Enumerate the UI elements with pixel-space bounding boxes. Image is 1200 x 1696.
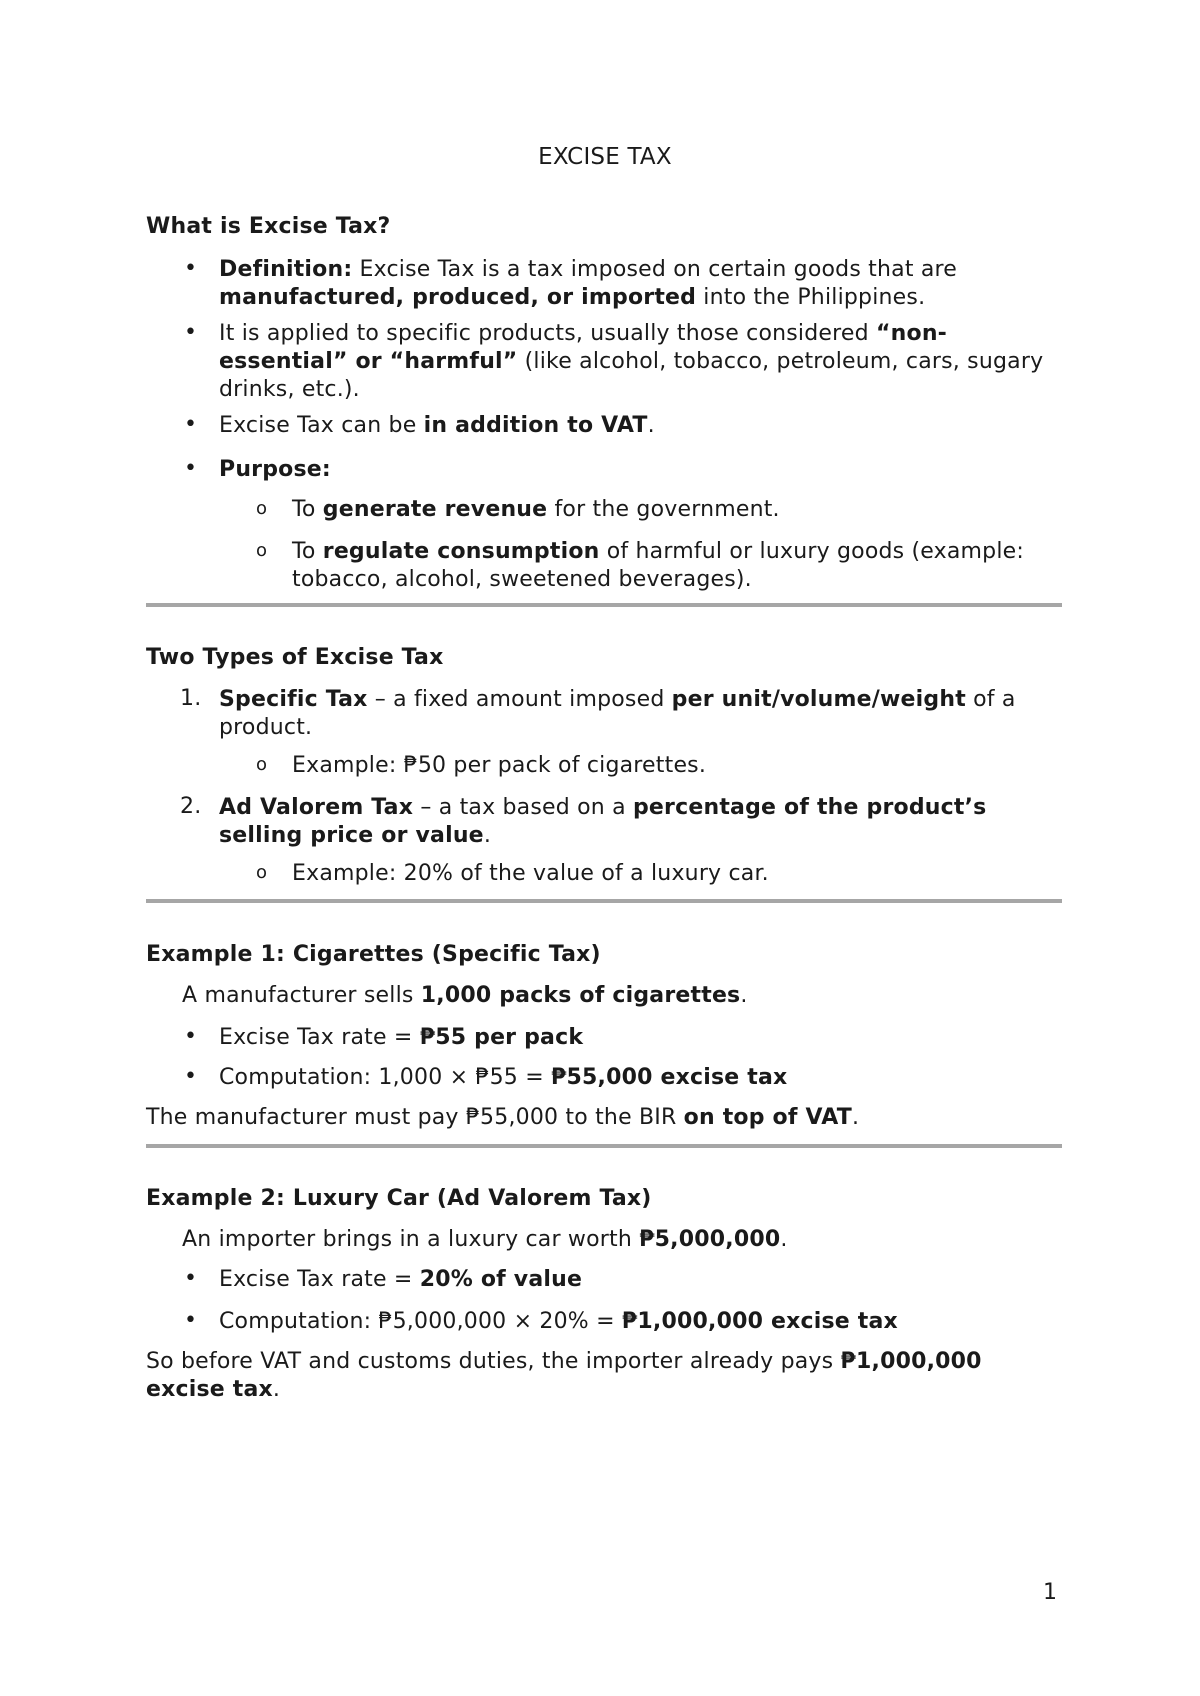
bullet-text: Excise Tax can be in addition to VAT.: [219, 413, 655, 438]
numbered-item-text: Ad Valorem Tax – a tax based on a percentage of the product’s selling price or value.: [219, 795, 987, 848]
example-2-rate: Excise Tax rate = 20% of value: [219, 1267, 583, 1292]
example-2-intro: An importer brings in a luxury car worth ₱5,000,000.: [182, 1227, 788, 1252]
example-1-heading: Example 1: Cigarettes (Specific Tax): [146, 942, 601, 967]
example-text: Example: 20% of the value of a luxury car.: [292, 861, 769, 886]
bullet-text: Purpose:: [219, 457, 331, 482]
numbered-item-text: Specific Tax – a fixed amount imposed per unit/volume/weight of a product.: [219, 687, 1016, 740]
sub-bullet-text: To generate revenue for the government.: [292, 497, 780, 522]
horizontal-divider: [146, 603, 1062, 607]
example-1-conclusion: The manufacturer must pay ₱55,000 to the BIR on top of VAT.: [146, 1105, 860, 1130]
example-1-rate: Excise Tax rate = ₱55 per pack: [219, 1025, 584, 1050]
bullet-icon: •: [184, 1266, 198, 1291]
sub-bullet-icon: o: [256, 498, 268, 519]
sub-bullet-text: To regulate consumption of harmful or luxury goods (example: tobacco, alcohol, sweetened beverages).: [292, 539, 1024, 592]
page-number: 1: [1043, 1580, 1058, 1605]
bullet-icon: •: [184, 412, 198, 437]
horizontal-divider: [146, 899, 1062, 903]
section-heading-two-types: Two Types of Excise Tax: [146, 645, 444, 670]
bullet-icon: •: [184, 1024, 198, 1049]
example-1-computation: Computation: 1,000 × ₱55 = ₱55,000 excise tax: [219, 1065, 788, 1090]
bullet-text: Definition: Excise Tax is a tax imposed on certain goods that are manufactured, produced, or imported into the Philippines.: [219, 257, 958, 310]
bullet-icon: •: [184, 1308, 198, 1333]
example-2-computation: Computation: ₱5,000,000 × 20% = ₱1,000,000 excise tax: [219, 1309, 898, 1334]
bullet-icon: •: [184, 256, 198, 281]
example-1-intro: A manufacturer sells 1,000 packs of cigarettes.: [182, 983, 748, 1008]
item-number: 2.: [180, 794, 202, 819]
example-2-conclusion: So before VAT and customs duties, the importer already pays ₱1,000,000 excise tax.: [146, 1349, 982, 1402]
item-number: 1.: [180, 686, 202, 711]
example-text: Example: ₱50 per pack of cigarettes.: [292, 753, 707, 778]
bullet-icon: •: [184, 456, 198, 481]
sub-bullet-icon: o: [256, 540, 268, 561]
section-heading-what-is: What is Excise Tax?: [146, 214, 391, 239]
document-title: EXCISE TAX: [538, 144, 672, 170]
bullet-icon: •: [184, 1064, 198, 1089]
sub-bullet-icon: o: [256, 754, 268, 775]
sub-bullet-icon: o: [256, 862, 268, 883]
bullet-text: It is applied to specific products, usually those considered “non-essential” or “harmful” (like alcohol, tobacco, petroleum, cars, sugary drinks, etc.).: [219, 321, 1044, 402]
bullet-icon: •: [184, 320, 198, 345]
horizontal-divider: [146, 1144, 1062, 1148]
example-2-heading: Example 2: Luxury Car (Ad Valorem Tax): [146, 1186, 652, 1211]
